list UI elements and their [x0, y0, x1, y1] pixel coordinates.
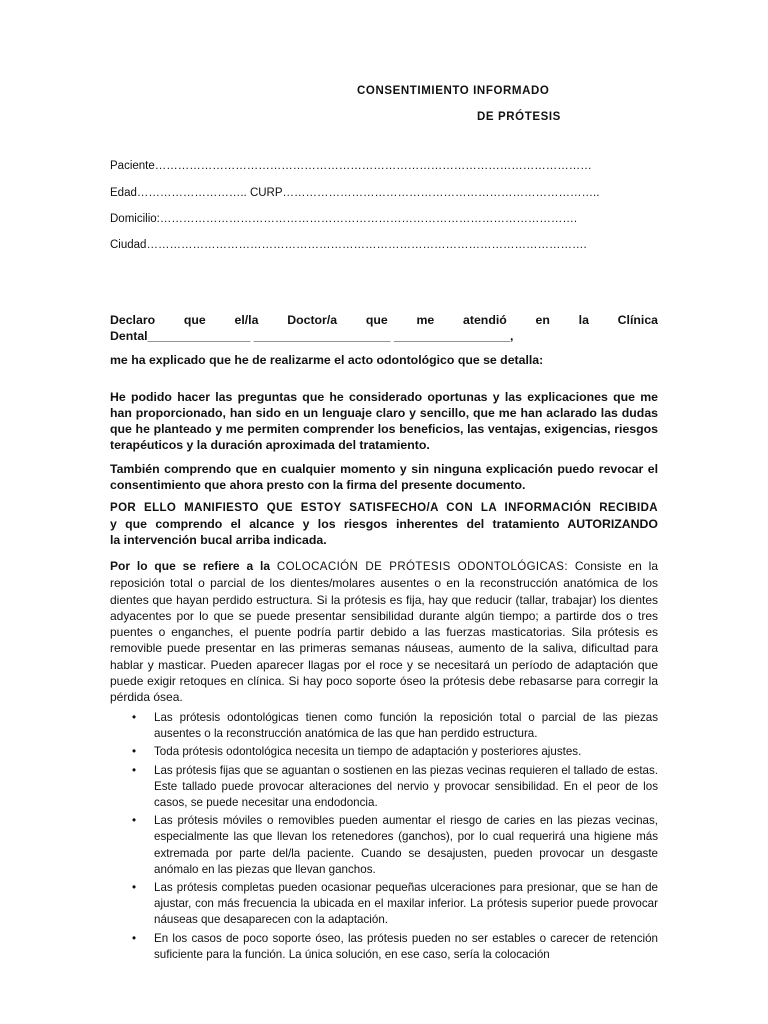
list-item	[110, 710, 658, 742]
revocar-paragraph: También comprendo que en cualquier momento y sin ninguna explicación puedo revocar el consentimiento que ahora presto con la firma del presente documento.	[110, 462, 658, 492]
paciente-field: Paciente……………………………………………………………………………………………………	[110, 160, 592, 172]
list-item-text: Las prótesis completas pueden ocasionar pequeñas ulceraciones para presionar, que se han de ajustar, con más frecuencia la ubicada en el maxilar inferior. La prótesis superior puede provocar náuseas que desaparecen con la adaptación.	[154, 881, 658, 927]
list-item-text: Toda prótesis odontológica necesita un tiempo de adaptación y posteriores ajustes.	[154, 745, 582, 759]
risk-bullet-list	[110, 710, 658, 965]
list-item	[110, 880, 658, 929]
list-item	[110, 931, 658, 963]
declaro-paragraph	[110, 312, 658, 344]
manifiesto-paragraph	[110, 500, 658, 548]
list-item	[110, 813, 658, 878]
list-item-text: Las prótesis odontológicas tienen como función la reposición total o parcial de las piezas ausentes o la reconstrucción anatómica de las que han perdido estructura.	[154, 711, 658, 741]
document-title: CONSENTIMIENTO INFORMADO	[357, 85, 550, 97]
manifiesto-line-2: y que comprendo el alcance y los riesgos inherentes del tratamiento AUTORIZANDO	[110, 517, 658, 531]
manifiesto-line-3: la intervención bucal arriba indicada.	[110, 533, 327, 547]
list-item-text: Las prótesis móviles o removibles pueden aumentar el riesgo de caries en las piezas vecinas, especialmente las que llevan los retenedores (ganchos), por lo cual requerirá una higiene más extremada por parte del/la paciente. Cuando se desajusten, pueden provocar un desgaste anómalo en las piezas que llevan ganchos.	[154, 814, 658, 876]
manifiesto-line-1: POR ELLO MANIFIESTO QUE ESTOY SATISFECHO/A CON LA INFORMACIÓN RECIBIDA	[110, 502, 658, 514]
protesis-paragraph	[110, 558, 658, 706]
list-item	[110, 744, 658, 760]
preguntas-paragraph: He podido hacer las preguntas que he considerado oportunas y las explicaciones que me han proporcionado, han sido en un lenguaje claro y sencillo, que me han aclarado las dudas que he planteado y me permiten comprender los beneficios, las ventajas, exigencias, riesgos terapéuticos y la duración aproximada del tratamiento.	[110, 390, 658, 452]
explicado-paragraph: me ha explicado que he de realizarme el acto odontológico que se detalla:	[110, 353, 544, 367]
declaro-line: Declaro que el/la Doctor/a que me atendió en la Clínica	[110, 313, 658, 327]
protesis-body: Consiste en la reposición total o parcial de los dientes/molares ausentes o en la reconstrucción anatómica de los dientes que hayan perdido estructura. Si la prótesis es fija, hay que reducir (tallar, trabajar) los dientes adyacentes por lo que se puede presentar sensibilidad durante algún tiempo; a partirde dos o tres puentes o enganches, el puente podría partir debido a las fuerzas masticatorias. Sila prótesis es removible puede presentar en las primeras semanas náuseas, aumento de la saliva, dificultad para hablar y masticar. Pueden aparecer llagas por el roce y se necesitará un período de adaptación que puede exigir retoques en clínica. Si hay poco soporte óseo la prótesis debe rebasarse para corregir la pérdida ósea.	[110, 559, 658, 705]
domicilio-field: Domicilio:……………………………………………………………………………………………….	[110, 213, 578, 225]
list-item	[110, 763, 658, 812]
bullet-icon: •	[132, 881, 137, 895]
list-item-text: En los casos de poco soporte óseo, las prótesis pueden no ser estables o carecer de retención suficiente para la función. La única solución, en ese caso, sería la colocación	[154, 931, 658, 961]
edad-curp-field: Edad……………………….. CURP………………………………………………………………………..	[110, 187, 600, 199]
list-item-text: Las prótesis fijas que se aguantan o sostienen en las piezas vecinas requieren el tallado de estas. Este tallado puede provocar alteraciones del nervio y provocar sensibilidad. En el peor de los casos, se puede necesitar una endodoncia.	[154, 763, 659, 810]
protesis-heading: COLOCACIÓN DE PRÓTESIS ODONTOLÓGICAS:	[276, 561, 568, 573]
clinica-dental-line: Dental_______________ ____________________ _________________,	[110, 329, 514, 343]
bullet-icon: •	[132, 814, 137, 828]
ciudad-field: Ciudad…………………………………………………………………………………………………….	[110, 239, 587, 251]
bullet-icon: •	[132, 931, 137, 945]
bullet-icon: •	[132, 711, 137, 724]
bullet-icon: •	[132, 745, 137, 759]
document-subtitle: DE PRÓTESIS	[477, 111, 561, 123]
bullet-icon: •	[132, 763, 137, 777]
protesis-lead: Por lo que se refiere a la	[110, 559, 277, 573]
